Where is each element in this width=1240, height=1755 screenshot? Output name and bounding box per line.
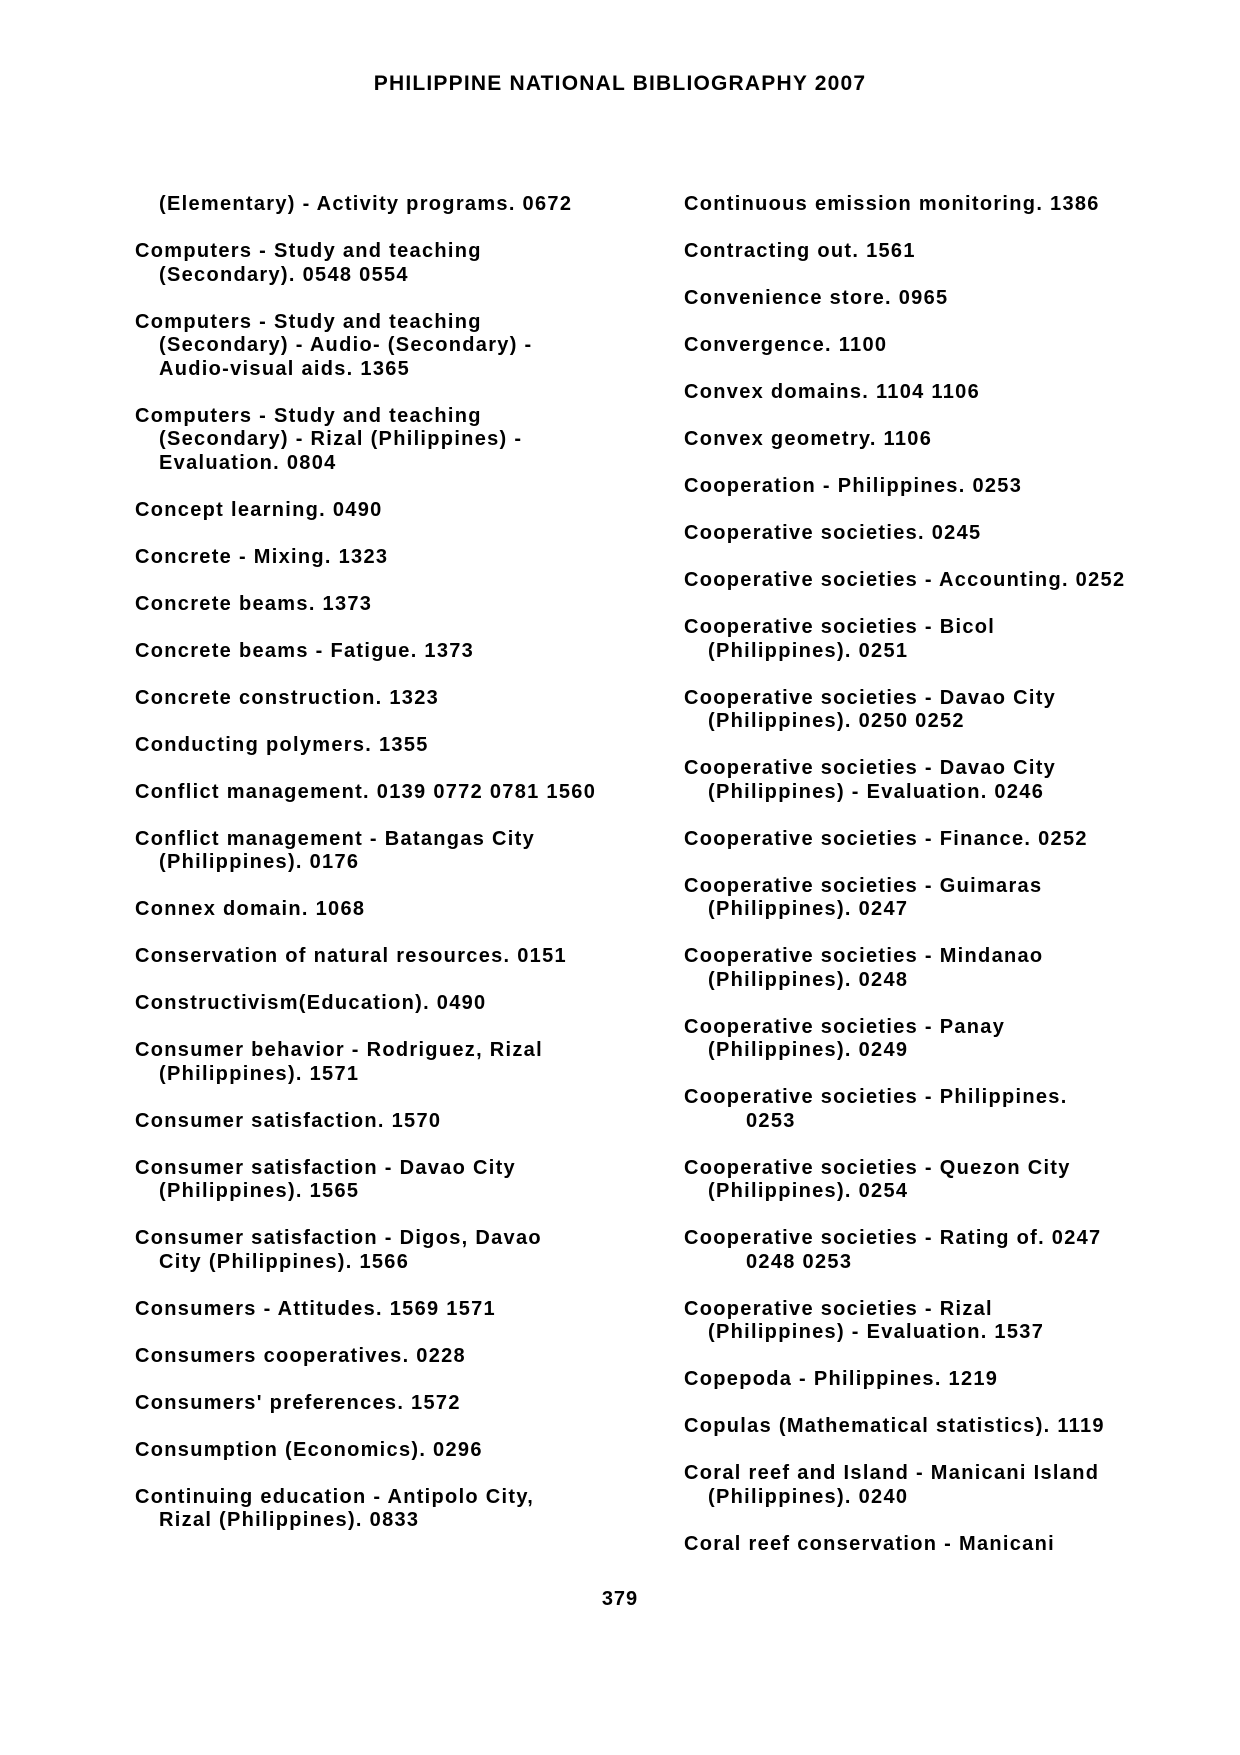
index-entry	[135, 828, 655, 875]
index-entry-heading: Cooperative societies - Rizal	[684, 1297, 993, 1320]
index-entry-heading: Consumers cooperatives. 0228	[135, 1344, 466, 1367]
index-entry-heading: Consumer satisfaction. 1570	[135, 1109, 442, 1132]
index-entry-heading: Cooperative societies - Philippines.	[684, 1086, 1068, 1108]
index-column-left	[135, 193, 655, 1556]
index-entry-heading: Cooperative societies - Rating of. 0247	[684, 1227, 1102, 1249]
index-entry-heading: Consumers - Attitudes. 1569 1571	[135, 1297, 496, 1320]
index-entry-continuation: (Philippines). 0254	[708, 1180, 909, 1202]
index-entry	[684, 1415, 1204, 1439]
index-entry	[135, 992, 655, 1016]
index-entry-heading: Coral reef conservation - Manicani	[684, 1532, 1055, 1555]
index-entry-heading: Concrete beams. 1373	[135, 592, 373, 615]
index-entry	[684, 1227, 1204, 1274]
index-entry	[684, 381, 1204, 405]
index-entry	[684, 1086, 1204, 1133]
index-entry-heading: Convenience store. 0965	[684, 287, 949, 309]
index-entry	[684, 193, 1204, 217]
index-entry-heading: Conflict management. 0139 0772 0781 1560	[135, 780, 597, 803]
index-entry-continuation: (Secondary). 0548 0554	[159, 263, 409, 286]
index-entry-continuation: Audio-visual aids. 1365	[159, 357, 411, 380]
index-entry-heading: Computers - Study and teaching	[135, 310, 482, 333]
index-entry-heading: Cooperation - Philippines. 0253	[684, 475, 1023, 497]
index-entry-heading: (Elementary) - Activity programs. 0672	[159, 193, 573, 215]
index-entry-continuation: (Philippines). 0251	[708, 639, 909, 662]
index-entry	[135, 546, 655, 570]
index-entry-heading: Connex domain. 1068	[135, 898, 366, 920]
index-entry-continuation: (Philippines). 0248	[708, 968, 909, 991]
index-entry	[135, 1298, 655, 1322]
index-entry-heading: Contracting out. 1561	[684, 240, 916, 262]
index-entry-heading: Consumption (Economics). 0296	[135, 1438, 483, 1461]
index-entry	[684, 875, 1204, 922]
index-entry	[684, 334, 1204, 358]
index-column-right	[684, 193, 1204, 1580]
index-entry-continuation: (Philippines) - Evaluation. 0246	[708, 780, 1045, 803]
index-entry	[135, 734, 655, 758]
index-entry-heading: Convergence. 1100	[684, 334, 888, 356]
index-entry-heading: Copulas (Mathematical statistics). 1119	[684, 1415, 1105, 1437]
index-entry-heading: Conducting polymers. 1355	[135, 733, 429, 756]
index-entry-heading: Consumer satisfaction - Davao City	[135, 1156, 516, 1179]
index-entry	[135, 1110, 655, 1134]
index-entry	[135, 405, 655, 476]
index-entry-continuation: (Philippines). 0240	[708, 1485, 909, 1508]
index-entry-heading: Continuous emission monitoring. 1386	[684, 193, 1100, 215]
index-entry-heading: Cooperative societies. 0245	[684, 522, 982, 544]
index-entry	[135, 1157, 655, 1204]
index-entry-heading: Consumer behavior - Rodriguez, Rizal	[135, 1039, 543, 1061]
index-entry-continuation: (Secondary) - Audio- (Secondary) -	[159, 334, 533, 356]
index-entry-continuation: (Philippines). 1565	[159, 1180, 360, 1202]
index-entry-continuation: (Philippines). 0176	[159, 851, 360, 873]
index-entry-heading: Copepoda - Philippines. 1219	[684, 1368, 999, 1390]
index-entry-heading: Cooperative societies - Quezon City	[684, 1156, 1071, 1179]
page-header: PHILIPPINE NATIONAL BIBLIOGRAPHY 2007	[373, 72, 867, 95]
index-entry	[684, 757, 1204, 804]
index-entry-heading: Continuing education - Antipolo City,	[135, 1485, 535, 1508]
index-entry-heading: Constructivism(Education). 0490	[135, 992, 487, 1014]
index-entry-continuation: City (Philippines). 1566	[159, 1250, 410, 1273]
index-entry	[135, 1392, 655, 1416]
index-entry-heading: Conflict management - Batangas City	[135, 827, 536, 850]
index-entry	[135, 499, 655, 523]
index-entry-heading: Concrete - Mixing. 1323	[135, 545, 389, 568]
index-entry-heading: Coral reef and Island - Manicani Island	[684, 1462, 1100, 1484]
index-entry	[684, 240, 1204, 264]
index-entry	[684, 1368, 1204, 1392]
index-entry	[684, 1533, 1204, 1557]
index-entry-heading: Cooperative societies - Panay	[684, 1015, 1006, 1038]
page-number: 379	[601, 1588, 639, 1610]
index-entry	[684, 287, 1204, 311]
index-entry-continuation: (Philippines). 0250 0252	[708, 710, 965, 732]
index-entry	[684, 1298, 1204, 1345]
index-entry	[684, 1016, 1204, 1063]
index-entry-heading: Concrete construction. 1323	[135, 686, 440, 709]
index-entry	[135, 1345, 655, 1369]
index-entry	[135, 1039, 655, 1086]
index-entry-heading: Cooperative societies - Bicol	[684, 616, 996, 638]
index-entry	[135, 781, 655, 805]
index-entry	[684, 945, 1204, 992]
index-entry-heading: Conservation of natural resources. 0151	[135, 945, 567, 967]
index-entry	[684, 475, 1204, 499]
index-entry	[135, 945, 655, 969]
index-entry	[135, 687, 655, 711]
index-entry	[135, 240, 655, 287]
index-entry	[684, 1157, 1204, 1204]
index-entry	[135, 898, 655, 922]
index-entry-continuation: 0253	[746, 1109, 796, 1132]
index-entry-continuation: (Philippines). 0249	[708, 1039, 909, 1061]
index-entry-heading: Computers - Study and teaching	[135, 404, 482, 427]
index-entry-heading: Cooperative societies - Davao City	[684, 757, 1057, 779]
index-entry-continuation: Evaluation. 0804	[159, 451, 337, 474]
index-entry-heading: Cooperative societies - Finance. 0252	[684, 827, 1088, 850]
index-entry-heading: Concept learning. 0490	[135, 498, 383, 521]
index-entry	[684, 428, 1204, 452]
index-entry-continuation: (Philippines). 0247	[708, 898, 909, 920]
index-entry-continuation: 0248 0253	[746, 1250, 853, 1273]
index-entry	[135, 1486, 655, 1533]
index-entry-heading: Concrete beams - Fatigue. 1373	[135, 639, 475, 662]
index-entry	[684, 569, 1204, 593]
index-entry	[684, 522, 1204, 546]
index-entry-heading: Convex domains. 1104 1106	[684, 381, 980, 403]
index-entry-heading: Cooperative societies - Accounting. 0252	[684, 569, 1126, 591]
index-entry-continuation: (Philippines). 1571	[159, 1062, 360, 1085]
index-entry-heading: Consumer satisfaction - Digos, Davao	[135, 1227, 542, 1249]
index-entry	[135, 1227, 655, 1274]
index-entry	[684, 687, 1204, 734]
index-entry-continuation: (Philippines) - Evaluation. 1537	[708, 1321, 1045, 1343]
index-entry	[135, 1439, 655, 1463]
index-entry-heading: Consumers' preferences. 1572	[135, 1391, 461, 1414]
index-entry	[135, 193, 655, 217]
index-entry-continuation: (Secondary) - Rizal (Philippines) -	[159, 428, 523, 450]
index-entry	[684, 616, 1204, 663]
index-entry-heading: Cooperative societies - Davao City	[684, 686, 1057, 709]
index-entry	[684, 1462, 1204, 1509]
index-entry-heading: Computers - Study and teaching	[135, 240, 482, 262]
index-entry-heading: Cooperative societies - Guimaras	[684, 874, 1043, 897]
index-entry	[135, 311, 655, 382]
index-entry	[135, 593, 655, 617]
index-entry-continuation: Rizal (Philippines). 0833	[159, 1509, 420, 1531]
index-entry-heading: Convex geometry. 1106	[684, 428, 933, 450]
index-entry	[135, 640, 655, 664]
index-entry	[684, 828, 1204, 852]
index-entry-heading: Cooperative societies - Mindanao	[684, 945, 1044, 967]
